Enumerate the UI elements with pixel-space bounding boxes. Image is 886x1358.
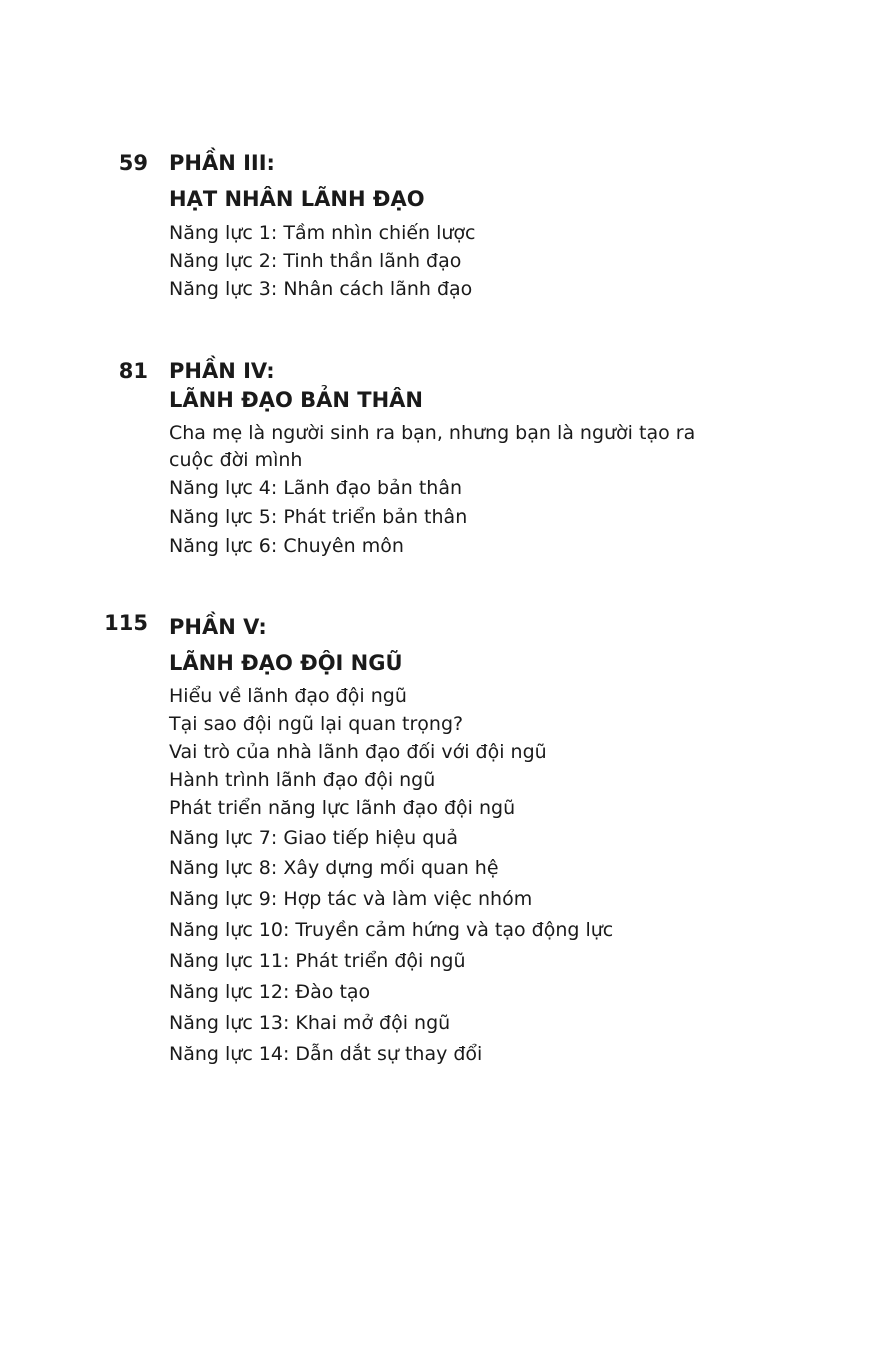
toc-entry[interactable]: Năng lực 9: Hợp tác và làm việc nhóm [169,888,533,910]
part-block [169,612,829,1070]
toc-entry[interactable]: Năng lực 1: Tầm nhìn chiến lược [169,222,476,244]
toc-entry[interactable]: Tại sao đội ngũ lại quan trọng? [169,713,464,735]
part-title: LÃNH ĐẠO BẢN THÂN [169,388,423,412]
toc-entry[interactable]: Năng lực 2: Tinh thần lãnh đạo [169,250,462,272]
part-block [169,356,829,561]
toc-entry[interactable]: Năng lực 11: Phát triển đội ngũ [169,950,466,972]
toc-entry[interactable]: Cha mẹ là người sinh ra bạn, nhưng bạn là người tạo ra [169,422,696,444]
toc-entry[interactable]: Phát triển năng lực lãnh đạo đội ngũ [169,797,516,819]
part-block [169,148,829,303]
toc-entry[interactable]: Năng lực 4: Lãnh đạo bản thân [169,477,463,499]
toc-entry[interactable]: Hành trình lãnh đạo đội ngũ [169,769,436,791]
toc-entry[interactable]: Hiểu về lãnh đạo đội ngũ [169,685,407,707]
toc-entry[interactable]: Năng lực 13: Khai mở đội ngũ [169,1012,451,1034]
part-label: PHẦN III: [169,151,275,175]
toc-entry[interactable]: Năng lực 14: Dẫn dắt sự thay đổi [169,1043,483,1065]
part-title: HẠT NHÂN LÃNH ĐẠO [169,187,425,211]
toc-entry[interactable]: Năng lực 12: Đào tạo [169,981,371,1003]
toc-entry[interactable]: Năng lực 6: Chuyên môn [169,535,404,557]
toc-entry[interactable]: Vai trò của nhà lãnh đạo đối với đội ngũ [169,741,547,763]
toc-entry[interactable]: Năng lực 5: Phát triển bản thân [169,506,468,528]
toc-entry-continuation[interactable]: cuộc đời mình [169,449,303,471]
part-label: PHẦN IV: [169,359,275,383]
toc-entry[interactable]: Năng lực 3: Nhân cách lãnh đạo [169,278,473,300]
page-number: 81 [118,359,148,383]
toc-entry[interactable]: Năng lực 10: Truyền cảm hứng và tạo động lực [169,919,614,941]
page-number: 59 [118,151,148,175]
page-number: 115 [104,611,148,635]
toc-entry[interactable]: Năng lực 8: Xây dựng mối quan hệ [169,857,499,879]
part-title: LÃNH ĐẠO ĐỘI NGŨ [169,651,403,675]
toc-entry[interactable]: Năng lực 7: Giao tiếp hiệu quả [169,827,458,849]
part-label: PHẦN V: [169,615,267,639]
